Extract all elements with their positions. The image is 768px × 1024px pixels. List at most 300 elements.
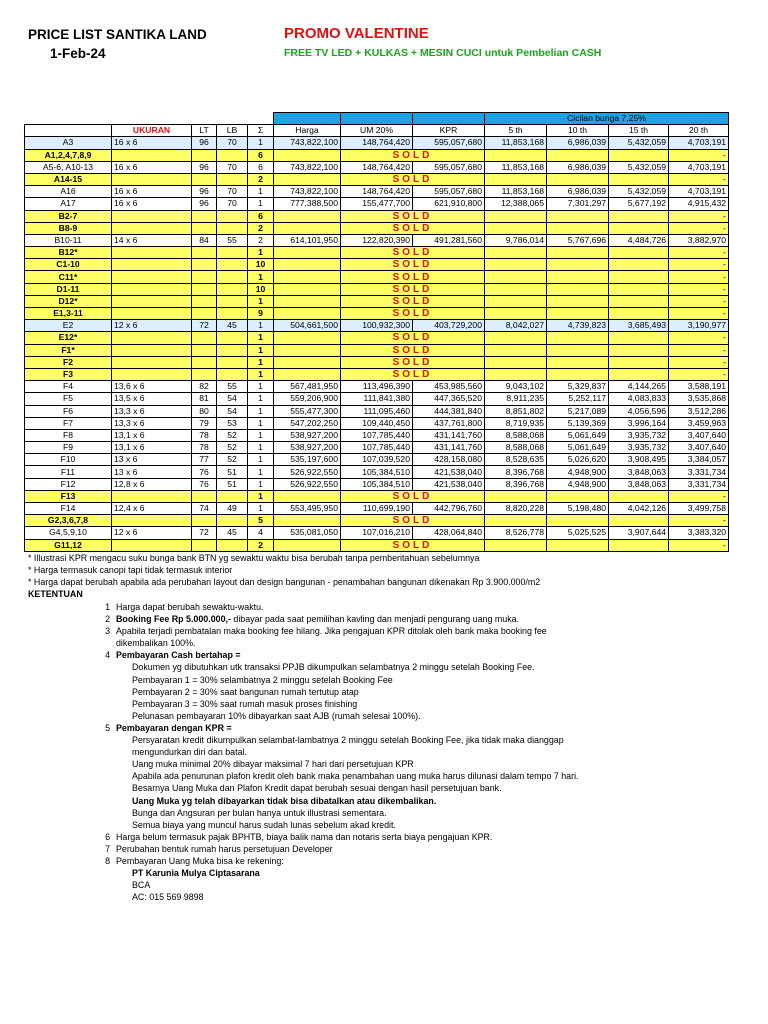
term-line bbox=[100, 686, 760, 698]
y10-cell bbox=[547, 490, 609, 502]
y10-cell: 6,986,039 bbox=[547, 137, 609, 149]
term-body: Bunga dan Angsuran per bulan hanya untuk illustrasi sementara. bbox=[132, 807, 387, 818]
lb-cell: 52 bbox=[217, 454, 248, 466]
sigma-cell: 5 bbox=[248, 515, 274, 527]
kpr-cell: 621,910,800 bbox=[413, 198, 485, 210]
lt-cell: 96 bbox=[192, 198, 217, 210]
lt-cell: 78 bbox=[192, 442, 217, 454]
lb-cell: 70 bbox=[217, 137, 248, 149]
price-table bbox=[24, 112, 729, 552]
term-line bbox=[100, 722, 760, 734]
blok-cell: G2,3,6,7,8 bbox=[25, 515, 112, 527]
sigma-cell: 1 bbox=[248, 503, 274, 515]
y5-cell bbox=[485, 210, 547, 222]
y15-cell bbox=[609, 368, 669, 380]
y15-cell: 3,908,495 bbox=[609, 454, 669, 466]
blok-cell: E2 bbox=[25, 320, 112, 332]
table-row bbox=[25, 210, 729, 222]
lb-cell bbox=[217, 308, 248, 320]
sigma-cell: 1 bbox=[248, 320, 274, 332]
ukuran-cell bbox=[112, 259, 192, 271]
y5-cell bbox=[485, 222, 547, 234]
dash-cell: - bbox=[669, 210, 729, 222]
term-text bbox=[116, 891, 760, 903]
sold-label: SOLD bbox=[341, 344, 485, 356]
ukuran-cell: 12 x 6 bbox=[112, 320, 192, 332]
lb-cell bbox=[217, 283, 248, 295]
ukuran-cell: 12,8 x 6 bbox=[112, 478, 192, 490]
um-cell: 100,932,300 bbox=[341, 320, 413, 332]
term-body: Besarnya Uang Muka dan Plafon Kredit dapat berubah sesuai dengan hasil persetujuan bank. bbox=[132, 783, 502, 794]
y15-cell bbox=[609, 308, 669, 320]
term-body: Pembayaran 1 = 30% selambatnya 2 minggu setelah Booking Fee bbox=[132, 674, 393, 685]
dash-cell: - bbox=[669, 515, 729, 527]
harga-cell bbox=[274, 149, 341, 161]
lb-cell: 54 bbox=[217, 405, 248, 417]
y15-cell bbox=[609, 356, 669, 368]
y15-cell: 4,144,265 bbox=[609, 381, 669, 393]
y10-cell: 5,026,620 bbox=[547, 454, 609, 466]
term-text bbox=[116, 831, 760, 843]
lb-cell: 51 bbox=[217, 466, 248, 478]
term-number bbox=[100, 686, 110, 698]
lb-cell: 53 bbox=[217, 417, 248, 429]
blok-cell: F3 bbox=[25, 368, 112, 380]
term-bold: Pembayaran Cash bertahap = bbox=[116, 650, 241, 661]
ukuran-cell: 13,5 x 6 bbox=[112, 393, 192, 405]
promo-subtitle: FREE TV LED + KULKAS + MESIN CUCI untuk Pembelian CASH bbox=[284, 47, 602, 59]
dash-cell: - bbox=[669, 332, 729, 344]
term-line bbox=[100, 879, 760, 891]
term-line bbox=[100, 698, 760, 710]
term-text bbox=[116, 625, 760, 637]
y5-cell: 8,820,228 bbox=[485, 503, 547, 515]
term-line bbox=[100, 795, 760, 807]
term-text bbox=[116, 710, 760, 722]
term-body: BCA bbox=[132, 880, 151, 891]
y10-cell bbox=[547, 283, 609, 295]
note: * Harga dapat berubah apabila ada perubahan layout dan design bangunan - penambahan bangunan dikenakan Rp 3.900.000/m2 bbox=[28, 577, 541, 587]
promo-title: PROMO VALENTINE bbox=[284, 25, 429, 42]
sold-label: SOLD bbox=[341, 295, 485, 307]
lt-cell: 80 bbox=[192, 405, 217, 417]
table-row bbox=[25, 283, 729, 295]
table-row bbox=[25, 332, 729, 344]
sold-label: SOLD bbox=[341, 490, 485, 502]
lt-cell bbox=[192, 515, 217, 527]
col-sigma: Σ bbox=[248, 125, 274, 137]
ukuran-cell bbox=[112, 295, 192, 307]
term-line bbox=[100, 843, 760, 855]
term-text bbox=[116, 674, 760, 686]
lb-cell bbox=[217, 344, 248, 356]
sigma-cell: 1 bbox=[248, 466, 274, 478]
lt-cell: 82 bbox=[192, 381, 217, 393]
ukuran-cell: 14 x 6 bbox=[112, 234, 192, 246]
lt-cell bbox=[192, 210, 217, 222]
sold-label: SOLD bbox=[341, 271, 485, 283]
term-text bbox=[116, 746, 760, 758]
sold-label: SOLD bbox=[341, 539, 485, 551]
y5-cell bbox=[485, 247, 547, 259]
y15-cell: 5,432,059 bbox=[609, 137, 669, 149]
term-body: Dokumen yg dibutuhkan utk transaksi PPJB dikumpulkan selambatnya 2 minggu setelah Booking Fee. bbox=[132, 662, 535, 673]
blok-cell: F11 bbox=[25, 466, 112, 478]
col-blok bbox=[25, 125, 112, 137]
um-cell: 113,496,390 bbox=[341, 381, 413, 393]
kpr-cell: 431,141,760 bbox=[413, 442, 485, 454]
sigma-cell: 1 bbox=[248, 332, 274, 344]
y15-cell: 4,484,726 bbox=[609, 234, 669, 246]
lt-cell bbox=[192, 539, 217, 551]
ukuran-cell: 13,1 x 6 bbox=[112, 429, 192, 441]
y10-cell: 5,767,696 bbox=[547, 234, 609, 246]
y20-cell: 3,588,191 bbox=[669, 381, 729, 393]
blok-cell: F1* bbox=[25, 344, 112, 356]
lt-cell: 96 bbox=[192, 161, 217, 173]
harga-cell: 535,081,050 bbox=[274, 527, 341, 539]
term-line bbox=[100, 734, 760, 746]
y20-cell: 3,383,320 bbox=[669, 527, 729, 539]
lt-cell bbox=[192, 271, 217, 283]
lt-cell bbox=[192, 283, 217, 295]
harga-cell bbox=[274, 308, 341, 320]
y10-cell: 4,739,823 bbox=[547, 320, 609, 332]
lb-cell: 45 bbox=[217, 320, 248, 332]
y10-cell: 5,061,649 bbox=[547, 429, 609, 441]
harga-cell bbox=[274, 368, 341, 380]
table-row bbox=[25, 173, 729, 185]
lt-cell: 76 bbox=[192, 478, 217, 490]
ukuran-cell: 12,4 x 6 bbox=[112, 503, 192, 515]
y10-cell bbox=[547, 332, 609, 344]
term-text bbox=[116, 613, 760, 625]
y5-cell: 8,911,235 bbox=[485, 393, 547, 405]
blok-cell: D12* bbox=[25, 295, 112, 307]
term-text bbox=[116, 758, 760, 770]
harga-cell bbox=[274, 332, 341, 344]
lt-cell: 72 bbox=[192, 527, 217, 539]
blok-cell: F6 bbox=[25, 405, 112, 417]
kpr-cell: 595,057,680 bbox=[413, 161, 485, 173]
lt-cell bbox=[192, 222, 217, 234]
col-lb: LB bbox=[217, 125, 248, 137]
y5-cell bbox=[485, 515, 547, 527]
lb-cell bbox=[217, 490, 248, 502]
term-number: 2 bbox=[105, 614, 110, 625]
table-row bbox=[25, 356, 729, 368]
ukuran-cell bbox=[112, 368, 192, 380]
harga-cell bbox=[274, 222, 341, 234]
kpr-cell: 595,057,680 bbox=[413, 137, 485, 149]
um-cell: 111,095,460 bbox=[341, 405, 413, 417]
term-text bbox=[116, 601, 760, 613]
y5-cell bbox=[485, 149, 547, 161]
term-number: 3 bbox=[105, 626, 110, 637]
dash-cell: - bbox=[669, 490, 729, 502]
blok-cell: A1,2,4,7,8,9 bbox=[25, 149, 112, 161]
y15-cell: 3,848,063 bbox=[609, 478, 669, 490]
lt-cell: 76 bbox=[192, 466, 217, 478]
lb-cell bbox=[217, 259, 248, 271]
harga-cell: 743,822,100 bbox=[274, 137, 341, 149]
harga-cell: 526,922,550 bbox=[274, 478, 341, 490]
harga-cell bbox=[274, 515, 341, 527]
harga-cell: 538,927,200 bbox=[274, 429, 341, 441]
term-line bbox=[100, 891, 760, 903]
y15-cell bbox=[609, 515, 669, 527]
blok-cell: C11* bbox=[25, 271, 112, 283]
lt-cell: 77 bbox=[192, 454, 217, 466]
lb-cell: 45 bbox=[217, 527, 248, 539]
ukuran-cell: 13,3 x 6 bbox=[112, 405, 192, 417]
harga-cell: 504,661,500 bbox=[274, 320, 341, 332]
table-row bbox=[25, 442, 729, 454]
y10-cell bbox=[547, 149, 609, 161]
table-row bbox=[25, 393, 729, 405]
table-row bbox=[25, 539, 729, 551]
term-text bbox=[116, 807, 760, 819]
y10-cell bbox=[547, 308, 609, 320]
term-number bbox=[100, 770, 110, 782]
term-body: Pembayaran Uang Muka bisa ke rekening: bbox=[116, 855, 284, 866]
term-text bbox=[116, 879, 760, 891]
term-number: 1 bbox=[105, 602, 110, 612]
y5-cell bbox=[485, 271, 547, 283]
harga-cell: 538,927,200 bbox=[274, 442, 341, 454]
term-number bbox=[100, 698, 110, 710]
y5-cell: 11,853,168 bbox=[485, 161, 547, 173]
dash-cell: - bbox=[669, 368, 729, 380]
note: * Harga termasuk canopi tapi tidak termasuk interior bbox=[28, 565, 233, 575]
term-line bbox=[100, 819, 760, 831]
term-number bbox=[100, 782, 110, 794]
blok-cell: F14 bbox=[25, 503, 112, 515]
y15-cell: 5,432,059 bbox=[609, 186, 669, 198]
y20-cell: 4,703,191 bbox=[669, 161, 729, 173]
term-body: Semua biaya yang muncul harus sudah lunas sebelum akad kredit. bbox=[132, 819, 396, 830]
y20-cell: 4,703,191 bbox=[669, 137, 729, 149]
y15-cell: 4,042,126 bbox=[609, 503, 669, 515]
lt-cell bbox=[192, 308, 217, 320]
dash-cell: - bbox=[669, 149, 729, 161]
blok-cell: A3 bbox=[25, 137, 112, 149]
dash-cell: - bbox=[669, 271, 729, 283]
y20-cell: 4,703,191 bbox=[669, 186, 729, 198]
y20-cell: 3,499,758 bbox=[669, 503, 729, 515]
lb-cell bbox=[217, 539, 248, 551]
term-number bbox=[100, 734, 110, 746]
y10-cell: 6,986,039 bbox=[547, 161, 609, 173]
table-row bbox=[25, 490, 729, 502]
sigma-cell: 1 bbox=[248, 429, 274, 441]
term-line bbox=[100, 746, 760, 758]
sold-label: SOLD bbox=[341, 332, 485, 344]
lb-cell: 70 bbox=[217, 198, 248, 210]
blok-cell: A5-6, A10-13 bbox=[25, 161, 112, 173]
term-line bbox=[100, 661, 760, 673]
y10-cell bbox=[547, 368, 609, 380]
term-number bbox=[100, 807, 110, 819]
sold-label: SOLD bbox=[341, 210, 485, 222]
lt-cell bbox=[192, 173, 217, 185]
harga-cell bbox=[274, 247, 341, 259]
sigma-cell: 4 bbox=[248, 527, 274, 539]
kpr-cell: 421,538,040 bbox=[413, 478, 485, 490]
y20-cell: 3,331,734 bbox=[669, 466, 729, 478]
term-number bbox=[100, 710, 110, 722]
sigma-cell: 9 bbox=[248, 308, 274, 320]
lt-cell: 84 bbox=[192, 234, 217, 246]
harga-cell bbox=[274, 490, 341, 502]
term-line bbox=[100, 831, 760, 843]
lb-cell bbox=[217, 247, 248, 259]
blok-cell: F8 bbox=[25, 429, 112, 441]
y5-cell: 8,588,068 bbox=[485, 429, 547, 441]
y10-cell bbox=[547, 515, 609, 527]
ukuran-cell bbox=[112, 222, 192, 234]
term-body: dikembalikan 100%. bbox=[116, 638, 196, 649]
blok-cell: F9 bbox=[25, 442, 112, 454]
blok-cell: F10 bbox=[25, 454, 112, 466]
lt-cell: 72 bbox=[192, 320, 217, 332]
blok-cell: A16 bbox=[25, 186, 112, 198]
sigma-cell: 1 bbox=[248, 442, 274, 454]
sold-label: SOLD bbox=[341, 308, 485, 320]
um-cell: 107,039,520 bbox=[341, 454, 413, 466]
sigma-cell: 1 bbox=[248, 186, 274, 198]
kpr-cell: 447,365,520 bbox=[413, 393, 485, 405]
dash-cell: - bbox=[669, 539, 729, 551]
y5-cell bbox=[485, 259, 547, 271]
y5-cell: 9,043,102 bbox=[485, 381, 547, 393]
table-row bbox=[25, 368, 729, 380]
ukuran-cell: 16 x 6 bbox=[112, 161, 192, 173]
ukuran-cell bbox=[112, 210, 192, 222]
sigma-cell: 10 bbox=[248, 259, 274, 271]
term-number: 4 bbox=[105, 650, 110, 661]
harga-cell bbox=[274, 539, 341, 551]
y20-cell: 3,535,868 bbox=[669, 393, 729, 405]
term-number: 8 bbox=[105, 855, 110, 866]
term-body: mengundurkan diri dan batal. bbox=[132, 747, 247, 758]
term-body: Perubahan bentuk rumah harus persetujuan Developer bbox=[116, 843, 333, 854]
ukuran-cell: 16 x 6 bbox=[112, 186, 192, 198]
term-text bbox=[116, 819, 760, 831]
table-row bbox=[25, 454, 729, 466]
y10-cell: 6,986,039 bbox=[547, 186, 609, 198]
dash-cell: - bbox=[669, 344, 729, 356]
ukuran-cell bbox=[112, 308, 192, 320]
term-line bbox=[100, 807, 760, 819]
sigma-cell: 2 bbox=[248, 539, 274, 551]
term-number bbox=[100, 795, 110, 807]
kpr-cell: 453,985,560 bbox=[413, 381, 485, 393]
y10-cell bbox=[547, 222, 609, 234]
y10-cell: 7,301,297 bbox=[547, 198, 609, 210]
y20-cell: 3,459,963 bbox=[669, 417, 729, 429]
um-cell: 155,477,700 bbox=[341, 198, 413, 210]
harga-cell: 743,822,100 bbox=[274, 186, 341, 198]
blok-cell: F7 bbox=[25, 417, 112, 429]
lt-cell bbox=[192, 356, 217, 368]
ukuran-cell: 13,1 x 6 bbox=[112, 442, 192, 454]
col-ukuran: UKURAN bbox=[112, 125, 192, 137]
y10-cell bbox=[547, 539, 609, 551]
table-row bbox=[25, 137, 729, 149]
term-text bbox=[116, 661, 760, 673]
lb-cell: 70 bbox=[217, 161, 248, 173]
y10-cell bbox=[547, 210, 609, 222]
blok-cell: F4 bbox=[25, 381, 112, 393]
y15-cell bbox=[609, 271, 669, 283]
sold-label: SOLD bbox=[341, 368, 485, 380]
table-row bbox=[25, 247, 729, 259]
term-line bbox=[100, 625, 760, 637]
lt-cell bbox=[192, 344, 217, 356]
sigma-cell: 10 bbox=[248, 283, 274, 295]
um-cell: 105,384,510 bbox=[341, 466, 413, 478]
y20-cell: 3,384,057 bbox=[669, 454, 729, 466]
y5-cell bbox=[485, 173, 547, 185]
blok-cell: A14-15 bbox=[25, 173, 112, 185]
lb-cell: 55 bbox=[217, 234, 248, 246]
blok-cell: E1,3-11 bbox=[25, 308, 112, 320]
term-line bbox=[100, 649, 760, 661]
term-number bbox=[100, 674, 110, 686]
lb-cell: 54 bbox=[217, 393, 248, 405]
y15-cell bbox=[609, 539, 669, 551]
ukuran-cell: 13,3 x 6 bbox=[112, 417, 192, 429]
sold-label: SOLD bbox=[341, 222, 485, 234]
sigma-cell: 6 bbox=[248, 210, 274, 222]
table-row bbox=[25, 234, 729, 246]
harga-cell bbox=[274, 283, 341, 295]
col-um: UM 20% bbox=[341, 125, 413, 137]
blok-cell: B8-9 bbox=[25, 222, 112, 234]
y10-cell: 5,061,649 bbox=[547, 442, 609, 454]
um-cell: 148,764,420 bbox=[341, 186, 413, 198]
col-kpr: KPR bbox=[413, 125, 485, 137]
lb-cell: 51 bbox=[217, 478, 248, 490]
y15-cell: 3,685,493 bbox=[609, 320, 669, 332]
term-body: Pembayaran 2 = 30% saat bangunan rumah tertutup atap bbox=[132, 686, 359, 697]
term-line bbox=[100, 855, 760, 867]
y5-cell bbox=[485, 368, 547, 380]
lt-cell bbox=[192, 247, 217, 259]
y15-cell: 3,996,164 bbox=[609, 417, 669, 429]
um-cell: 148,764,420 bbox=[341, 137, 413, 149]
sigma-cell: 1 bbox=[248, 417, 274, 429]
y15-cell: 4,056,596 bbox=[609, 405, 669, 417]
term-body: Harga dapat berubah sewaktu-waktu. bbox=[116, 602, 264, 612]
sigma-cell: 1 bbox=[248, 295, 274, 307]
dash-cell: - bbox=[669, 173, 729, 185]
y20-cell: 3,512,286 bbox=[669, 405, 729, 417]
y5-cell: 8,851,802 bbox=[485, 405, 547, 417]
sigma-cell: 1 bbox=[248, 490, 274, 502]
table-row bbox=[25, 149, 729, 161]
ukuran-cell: 13,6 x 6 bbox=[112, 381, 192, 393]
sold-label: SOLD bbox=[341, 173, 485, 185]
um-cell: 111,841,380 bbox=[341, 393, 413, 405]
lb-cell bbox=[217, 295, 248, 307]
y5-cell bbox=[485, 344, 547, 356]
sold-label: SOLD bbox=[341, 149, 485, 161]
table-row bbox=[25, 186, 729, 198]
sigma-cell: 1 bbox=[248, 198, 274, 210]
y5-cell: 11,853,168 bbox=[485, 186, 547, 198]
